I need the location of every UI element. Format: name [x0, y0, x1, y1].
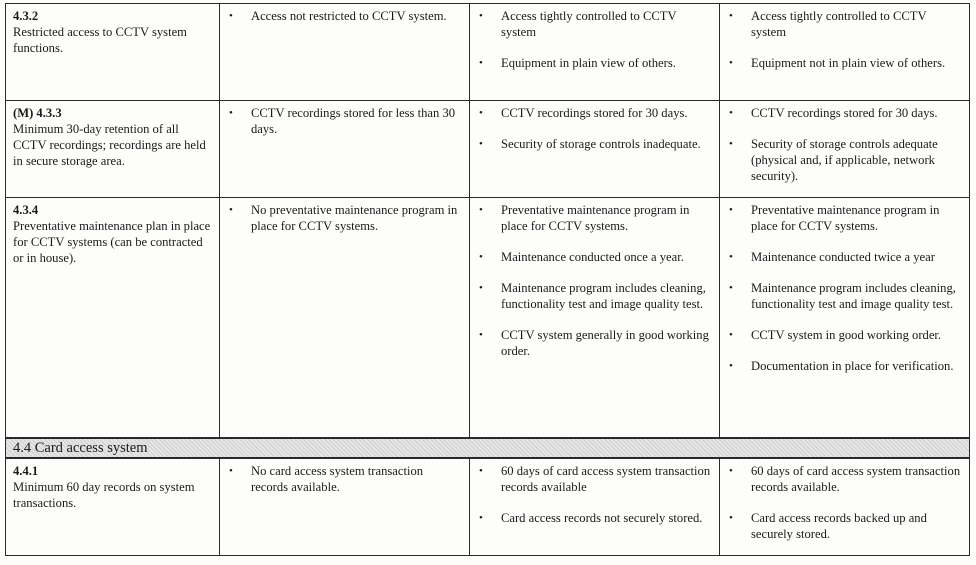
list-item: • 60 days of card access system transaction records available. [729, 464, 961, 494]
list-item: • Card access records backed up and securely stored. [729, 511, 927, 541]
bullet-icon: • [479, 10, 483, 22]
level-2-cell [470, 458, 720, 556]
criterion-code: 4.3.4 [13, 203, 39, 217]
list-item: • CCTV recordings stored for 30 days. [479, 106, 688, 120]
level-1-cell [220, 4, 470, 101]
assessment-table [5, 3, 970, 556]
bullet-icon: • [729, 251, 733, 263]
criterion-code: 4.4.1 [13, 464, 39, 478]
list-item: • CCTV system in good working order. [729, 328, 942, 342]
list-item: • Equipment not in plain view of others. [729, 56, 946, 70]
list-item: • Documentation in place for verification. [729, 359, 954, 373]
level-1-cell [220, 198, 470, 439]
list-item: • Access tightly controlled to CCTV system [729, 9, 927, 39]
list-item: • Maintenance conducted twice a year [729, 250, 935, 264]
level-2-cell [470, 198, 720, 439]
list-item: • CCTV recordings stored for 30 days. [729, 106, 938, 120]
list-item: • Maintenance program includes cleaning, functionality test and image quality test. [479, 281, 706, 311]
bullet-icon: • [479, 138, 483, 150]
bullet-icon: • [229, 204, 233, 216]
criterion-code: (M) 4.3.3 [13, 106, 62, 120]
list-item: • Maintenance conducted once a year. [479, 250, 684, 264]
bullet-icon: • [729, 107, 733, 119]
level-3-cell [720, 198, 970, 439]
section-header-row [6, 438, 970, 458]
criterion-description: Restricted access to CCTV system functions. [13, 25, 187, 55]
bullet-icon: • [729, 138, 733, 150]
criterion-cell [6, 458, 220, 556]
bullet-icon: • [479, 512, 483, 524]
criterion-description: Minimum 30-day retention of all CCTV recordings; recordings are held in secure storage area. [13, 122, 206, 168]
table-row [6, 4, 970, 101]
criterion-description: Minimum 60 day records on system transactions. [13, 480, 195, 510]
level-3-cell [720, 458, 970, 556]
list-item: • Preventative maintenance program in place for CCTV systems. [729, 203, 940, 233]
criterion-description: Preventative maintenance plan in place for CCTV systems (can be contracted or in house). [13, 219, 211, 265]
bullet-icon: • [479, 329, 483, 341]
list-item: • Equipment in plain view of others. [479, 56, 676, 70]
table-row [6, 458, 970, 556]
list-item: • Card access records not securely stored. [479, 511, 703, 525]
section-title: 4.4 Card access system [6, 438, 970, 458]
bullet-icon: • [479, 57, 483, 69]
level-3-cell [720, 4, 970, 101]
list-item: • 60 days of card access system transaction records available [479, 464, 711, 494]
level-2-cell [470, 4, 720, 101]
list-item: • Access not restricted to CCTV system. [229, 9, 447, 23]
bullet-icon: • [729, 329, 733, 341]
bullet-icon: • [479, 204, 483, 216]
bullet-icon: • [479, 282, 483, 294]
list-item: • No preventative maintenance program in place for CCTV systems. [229, 203, 458, 233]
bullet-icon: • [729, 10, 733, 22]
bullet-icon: • [729, 57, 733, 69]
level-3-cell [720, 101, 970, 198]
list-item: • Security of storage controls inadequate. [479, 137, 701, 151]
bullet-icon: • [479, 251, 483, 263]
bullet-icon: • [729, 465, 733, 477]
list-item: • CCTV recordings stored for less than 30 days. [229, 106, 456, 136]
level-1-cell [220, 101, 470, 198]
bullet-icon: • [729, 282, 733, 294]
table-row [6, 198, 970, 439]
bullet-icon: • [229, 10, 233, 22]
criterion-code: 4.3.2 [13, 9, 39, 23]
criterion-cell [6, 101, 220, 198]
table-row [6, 101, 970, 198]
list-item: • Security of storage controls adequate (physical and, if applicable, network security). [729, 137, 938, 183]
bullet-icon: • [729, 204, 733, 216]
level-2-cell [470, 101, 720, 198]
list-item: • Access tightly controlled to CCTV system [479, 9, 677, 39]
bullet-icon: • [479, 107, 483, 119]
bullet-icon: • [229, 465, 233, 477]
bullet-icon: • [729, 512, 733, 524]
level-1-cell [220, 458, 470, 556]
criterion-cell [6, 198, 220, 439]
bullet-icon: • [229, 107, 233, 119]
bullet-icon: • [729, 360, 733, 372]
list-item: • Maintenance program includes cleaning, functionality test and image quality test. [729, 281, 956, 311]
list-item: • Preventative maintenance program in place for CCTV systems. [479, 203, 690, 233]
list-item: • No card access system transaction records available. [229, 464, 424, 494]
criterion-cell [6, 4, 220, 101]
bullet-icon: • [479, 465, 483, 477]
list-item: • CCTV system generally in good working order. [479, 328, 709, 358]
